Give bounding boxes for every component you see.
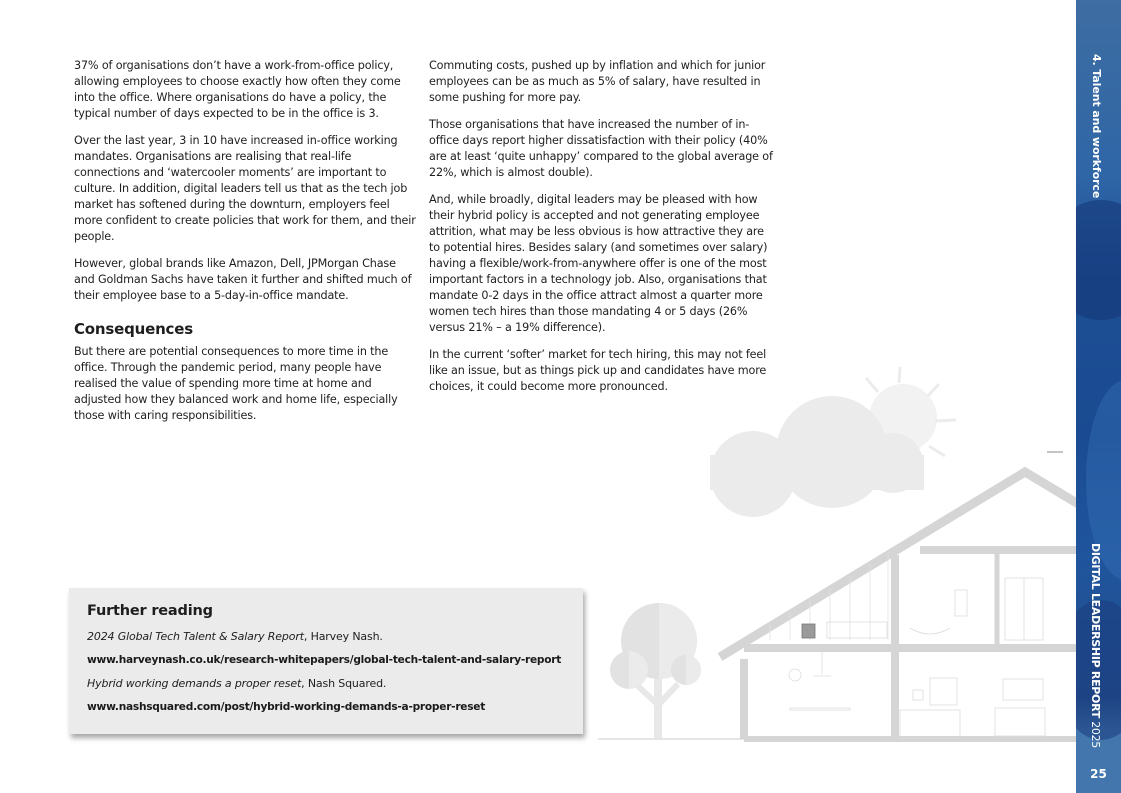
body-paragraph: And, while broadly, digital leaders may be pleased with how their hybrid policy is accepted and not generating employee attrition, what may be less obvious is how attractive they are to potential hires. Besides salary (and sometimes over salary) having a flexible/work-from-anywhere offer is one of the most important factors in a technology job. Also, organisations that mandate 0-2 days in the office attract almost a quarter more women tech hires than those mandating 4 or 5 days (26% versus 21% – a 19% difference).	[429, 193, 768, 334]
reference-citation	[87, 677, 386, 690]
body-paragraph: In the current ‘softer’ market for tech hiring, this may not feel like an issue, but as things pick up and candidates have more choices, it could become more pronounced.	[429, 348, 767, 393]
reference-publisher: , Nash Squared.	[301, 677, 387, 690]
report-name: DIGITAL LEADERSHIP REPORT	[1089, 543, 1102, 718]
house-cutaway-icon	[720, 472, 1080, 739]
left-column	[74, 58, 419, 435]
body-paragraph: 37% of organisations don’t have a work-from-office policy, allowing employees to choose exactly how often they come into the office. Where organisations do have a policy, the typical number of days expected to be in the office is 3.	[74, 59, 401, 120]
reference-link[interactable]: www.nashsquared.com/post/hybrid-working-demands-a-proper-reset	[87, 701, 486, 713]
body-paragraph: But there are potential consequences to more time in the office. Through the pandemic period, many people have realised the value of spending more time at home and adjusted how they balanced work and home life, especially those with caring responsibilities.	[74, 345, 398, 422]
body-paragraph: Those organisations that have increased the number of in-office days report higher dissatisfaction with their policy (40% are at least ‘quite unhappy’ compared to the global average of 22%, which is almost double).	[429, 118, 773, 179]
body-paragraph: Commuting costs, pushed up by inflation and which for junior employees can be as much as 5% of salary, have resulted in some pushing for more pay.	[429, 59, 766, 104]
further-reading-title: Further reading	[87, 603, 213, 619]
reference-title: Hybrid working demands a proper reset	[87, 677, 302, 690]
reference-title: 2024 Global Tech Talent & Salary Report	[87, 630, 304, 643]
reference-citation	[87, 630, 383, 643]
body-paragraph: However, global brands like Amazon, Dell, JPMorgan Chase and Goldman Sachs have taken it further and shifted much of their employee base to a 5-day-in-office mandate.	[74, 257, 412, 302]
house-illustration	[590, 355, 1080, 755]
body-paragraph: Over the last year, 3 in 10 have increased in-office working mandates. Organisations are realising that real-life connections and ‘watercooler moments’ are important to culture. In addition, digital leaders tell us that as the tech job market has softened during the downturn, employers feel more confident to create policies that work for them, and their people.	[74, 134, 416, 243]
report-title	[1089, 543, 1102, 748]
right-column	[429, 58, 774, 406]
page-number: 25	[1090, 767, 1107, 781]
section-heading: Consequences	[74, 320, 193, 338]
reference-publisher: , Harvey Nash.	[303, 630, 383, 643]
report-year: 2025	[1089, 718, 1102, 748]
tree-icon	[610, 603, 701, 740]
further-reading-box	[69, 588, 583, 734]
sidebar-decoration	[1076, 200, 1121, 320]
reference-link[interactable]: www.harveynash.co.uk/research-whitepapers/global-tech-talent-and-salary-report	[87, 654, 562, 666]
sidebar	[1076, 0, 1121, 793]
section-label: 4. Talent and workforce	[1090, 54, 1103, 199]
